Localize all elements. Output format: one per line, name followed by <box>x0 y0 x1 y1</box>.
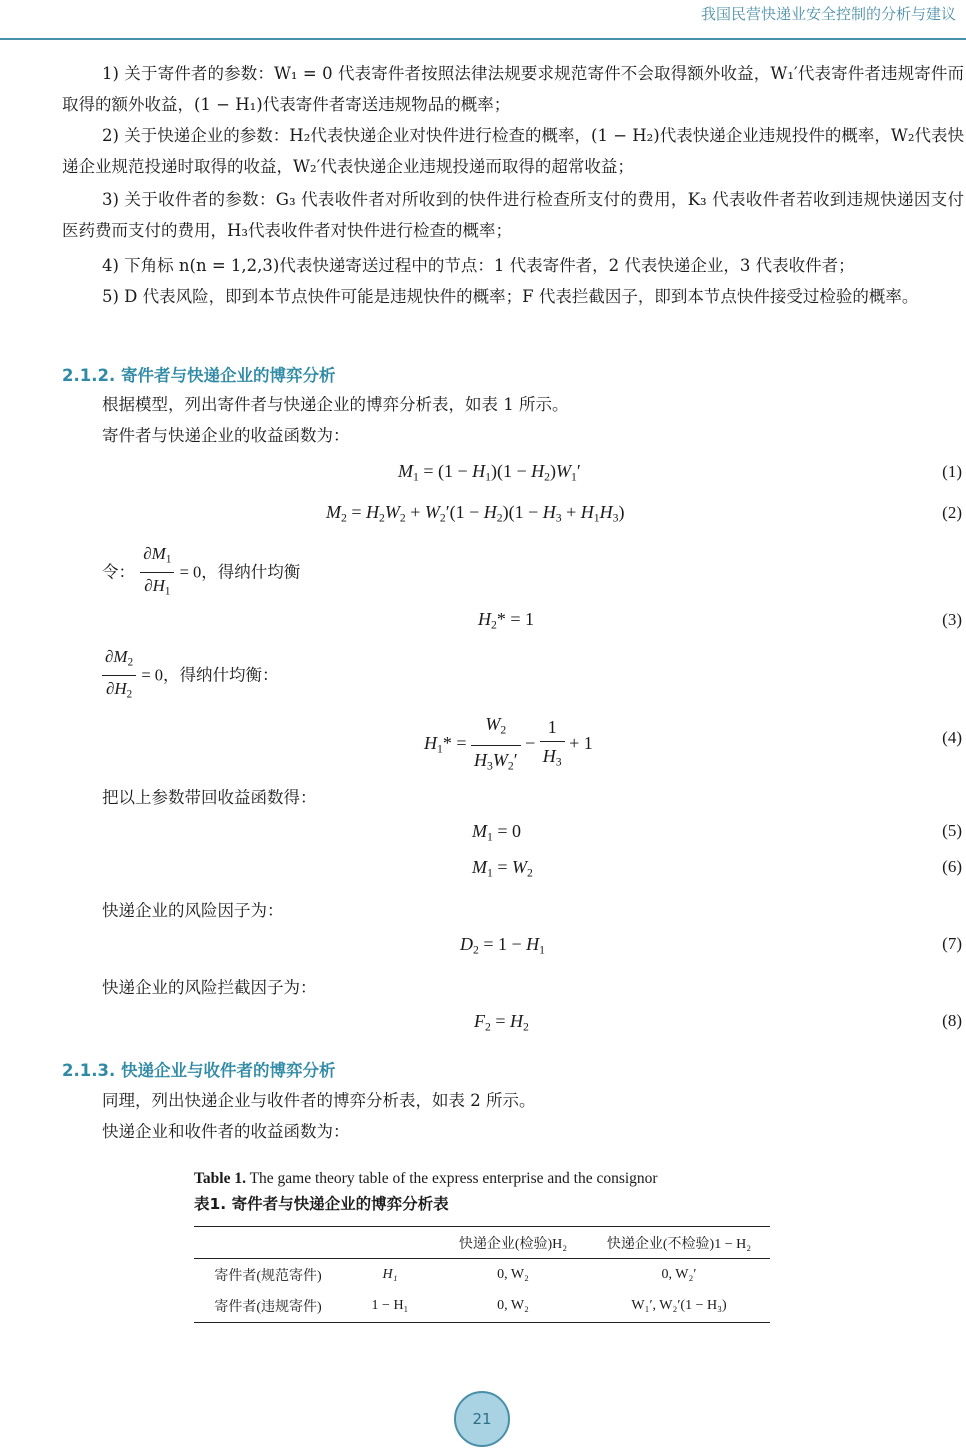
table-header-cell <box>194 1227 342 1259</box>
table-header-row <box>194 1227 770 1259</box>
equation-7: $D_2 = 1 - H_1$ <box>460 934 545 957</box>
equation-4: $H_1*$ = $\frac{W_2}{H_3W_2'}$ − $\frac{1}{H_3}$ + 1 <box>424 714 593 772</box>
table-cell: 1 − H₁ <box>342 1291 438 1323</box>
intercept-factor-intro: 快递企业的风险拦截因子为： <box>102 978 317 997</box>
nash-text-1: ，得纳什均衡 <box>201 562 301 582</box>
param-subscript: 4) 下角标 n(n = 1,2,3)代表快递寄送过程中的节点：1 代表寄件者，2 代表快递企业，3 代表收件者； <box>102 256 855 275</box>
equation-2: $M_2 = H_2W_2 + W_2'(1 - H_2)(1 - H_3 + H_1H_3)$ <box>326 502 625 525</box>
table-header-cell <box>342 1227 438 1259</box>
table-row <box>194 1291 770 1323</box>
param-risk: 5) D 代表风险，即到本节点快件可能是违规快件的概率；F 代表拦截因子，即到本节点快件接受过检验的概率。 <box>102 287 919 306</box>
table1-caption-zh: 表1. 寄件者与快递企业的博弈分析表 <box>194 1195 449 1213</box>
equation-number-4: (4) <box>942 728 962 747</box>
param-express: 2) 关于快递企业的参数：H₂代表快递企业对快件进行检查的概率，(1 − H₂)代表快递企业违规投件的概率，W₂代表快递企业规范投递时取得的收益，W₂′代表快递企业违规投递而取得的超常收益； <box>62 126 964 176</box>
page-header <box>0 0 966 42</box>
equation-number-1: (1) <box>942 462 962 481</box>
table1-caption-text: The game theory table of the express enterprise and the consignor <box>245 1170 658 1187</box>
substitute-text: 把以上参数带回收益函数得： <box>102 788 317 807</box>
equation-number-2: (2) <box>942 503 962 522</box>
table-cell: H₁ <box>382 1266 398 1282</box>
running-title: 我国民营快递业安全控制的分析与建议 <box>700 5 956 23</box>
section-213-intro: 同理，列出快递企业与收件者的博弈分析表，如表 2 所示。 <box>102 1091 536 1110</box>
table-cell: 寄件者(违规寄件) <box>194 1291 342 1323</box>
section-title-2-1-2: 2.1.2. 寄件者与快递企业的博弈分析 <box>62 366 336 385</box>
param-receiver: 3) 关于收件者的参数：G₃ 代表收件者对所收到的快件进行检查所支付的费用，K₃ 代表收件者若收到违规快递因支付医药费而支付的费用，H₃代表收件者对快件进行检查的概率； <box>62 190 964 240</box>
section-212-intro: 根据模型，列出寄件者与快递企业的博弈分析表，如表 1 所示。 <box>102 395 569 414</box>
table-cell: 寄件者(规范寄件) <box>214 1268 322 1284</box>
table-cell: W₁′, W₂′(1 − H₃) <box>588 1291 770 1323</box>
section-title-2-1-3: 2.1.3. 快递企业与收件者的博弈分析 <box>62 1061 336 1080</box>
equation-number-3: (3) <box>942 610 962 629</box>
equation-5: $M_1 = 0$ <box>472 821 521 844</box>
game-table-1 <box>194 1226 770 1323</box>
equation-number-7: (7) <box>942 934 962 953</box>
equation-1: $M_1 = (1 - H_1)(1 - H_2)W_1'$ <box>398 461 581 484</box>
equation-number-5: (5) <box>942 821 962 840</box>
derivative-condition-1: 令： $\frac{\partial M_1}{\partial H_1}$ = 0，得纳什均衡 <box>102 543 300 603</box>
table-row <box>194 1259 770 1291</box>
param-sender: 1) 关于寄件者的参数：W₁ = 0 代表寄件者按照法律法规要求规范寄件不会取得额外收益，W₁′代表寄件者违规寄件而取得的额外收益，(1 − H₁)代表寄件者寄送违规物品的概率； <box>62 64 964 114</box>
partial-derivative-m1-h1: $\frac{\partial M_1}{\partial H_1}$ <box>140 543 174 603</box>
risk-factor-intro: 快递企业的风险因子为： <box>102 901 284 920</box>
table1-caption-en <box>194 1168 658 1190</box>
nash-text-2: ，得纳什均衡： <box>163 665 279 685</box>
derivative-condition-2: $\frac{\partial M_2}{\partial H_2}$ = 0，得纳什均衡： <box>102 646 279 706</box>
table-cell: 0, W₂ <box>438 1291 588 1323</box>
equation-6: $M_1 = W_2$ <box>472 857 533 880</box>
equation-number-6: (6) <box>942 857 962 876</box>
section-213-payoff-intro: 快递企业和收件者的收益函数为： <box>102 1122 350 1141</box>
equation-3: $H_2* = 1$ <box>478 609 534 632</box>
table1-label: Table 1. <box>194 1170 246 1187</box>
equation-number-8: (8) <box>942 1011 962 1030</box>
equation-8: $F_2 = H_2$ <box>474 1011 529 1034</box>
table-cell: 0, W₂′ <box>661 1266 697 1282</box>
header-rule <box>0 38 966 40</box>
table-cell: 0, W₂ <box>497 1266 529 1282</box>
table-header-cell: 快递企业(不检验)1 − H₂ <box>588 1227 770 1259</box>
table-header-cell: 快递企业(检验)H₂ <box>438 1227 588 1259</box>
partial-derivative-m2-h2: $\frac{\partial M_2}{\partial H_2}$ <box>102 646 136 706</box>
let-prefix: 令： <box>102 562 135 582</box>
section-212-payoff-intro: 寄件者与快递企业的收益函数为： <box>102 426 350 445</box>
page-number: 21 <box>454 1391 510 1447</box>
